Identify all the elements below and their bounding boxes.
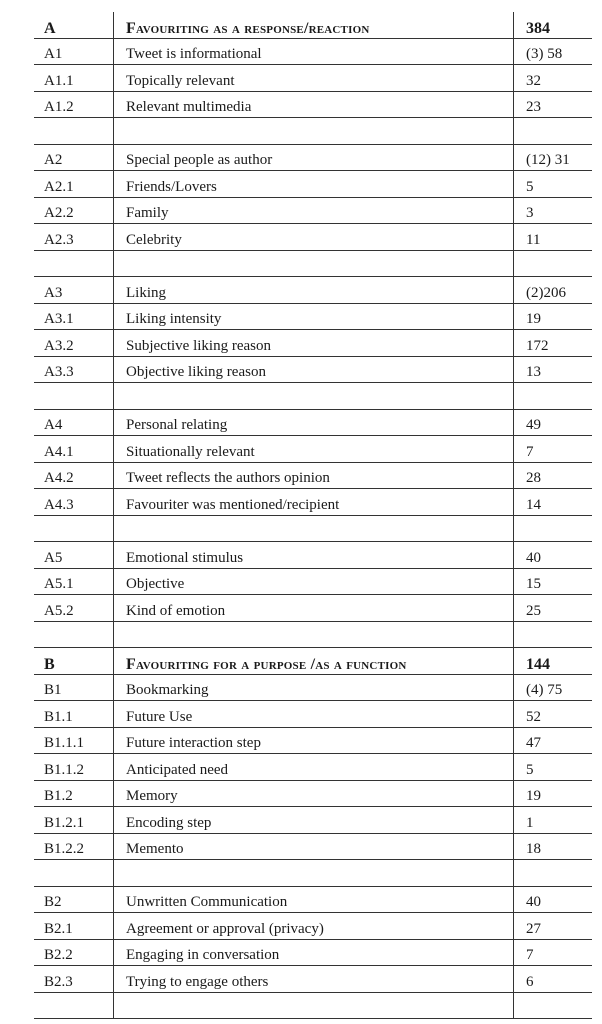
row-count: (3) 58 bbox=[514, 38, 593, 65]
row-label: Trying to engage others bbox=[114, 966, 514, 993]
row-count: (12) 31 bbox=[514, 144, 593, 171]
row-code: A5 bbox=[34, 542, 114, 569]
row-count: 32 bbox=[514, 65, 593, 92]
row-count bbox=[514, 383, 593, 410]
spacer-row bbox=[34, 250, 592, 277]
table-row bbox=[34, 409, 592, 436]
row-count: 7 bbox=[514, 939, 593, 966]
table-row bbox=[34, 886, 592, 913]
row-label: Emotional stimulus bbox=[114, 542, 514, 569]
row-code: A bbox=[34, 12, 114, 38]
row-label bbox=[114, 515, 514, 542]
row-code: A2.2 bbox=[34, 197, 114, 224]
row-code: B2.1 bbox=[34, 913, 114, 940]
spacer-row bbox=[34, 383, 592, 410]
table-row bbox=[34, 277, 592, 304]
table-row bbox=[34, 197, 592, 224]
row-count: 25 bbox=[514, 595, 593, 622]
row-code: B1.2 bbox=[34, 780, 114, 807]
table-row bbox=[34, 224, 592, 251]
row-code: B1.2.2 bbox=[34, 833, 114, 860]
row-count: 384 bbox=[514, 12, 593, 38]
table-row bbox=[34, 595, 592, 622]
row-code: B1 bbox=[34, 674, 114, 701]
row-code bbox=[34, 860, 114, 887]
row-label: Future Use bbox=[114, 701, 514, 728]
row-count: 7 bbox=[514, 436, 593, 463]
row-code: A1 bbox=[34, 38, 114, 65]
row-code: B1.2.1 bbox=[34, 807, 114, 834]
table-row bbox=[34, 939, 592, 966]
row-count: 14 bbox=[514, 489, 593, 516]
row-label: Objective liking reason bbox=[114, 356, 514, 383]
row-code: A2.3 bbox=[34, 224, 114, 251]
row-label: Bookmarking bbox=[114, 674, 514, 701]
row-count: 15 bbox=[514, 568, 593, 595]
row-code bbox=[34, 992, 114, 1019]
table-row bbox=[34, 144, 592, 171]
row-code: A4.2 bbox=[34, 462, 114, 489]
table-body bbox=[34, 12, 592, 1019]
spacer-row bbox=[34, 118, 592, 145]
row-count bbox=[514, 992, 593, 1019]
row-code: A1.2 bbox=[34, 91, 114, 118]
section-header-row bbox=[34, 12, 592, 38]
table-row bbox=[34, 462, 592, 489]
spacer-row bbox=[34, 992, 592, 1019]
row-label: Liking intensity bbox=[114, 303, 514, 330]
section-header-row bbox=[34, 648, 592, 675]
row-label: Engaging in conversation bbox=[114, 939, 514, 966]
row-label: Liking bbox=[114, 277, 514, 304]
row-label: Subjective liking reason bbox=[114, 330, 514, 357]
table-row bbox=[34, 966, 592, 993]
row-code: B2.3 bbox=[34, 966, 114, 993]
row-label bbox=[114, 118, 514, 145]
row-label: Agreement or approval (privacy) bbox=[114, 913, 514, 940]
row-count bbox=[514, 250, 593, 277]
row-count: 19 bbox=[514, 303, 593, 330]
row-label: Family bbox=[114, 197, 514, 224]
row-label: Celebrity bbox=[114, 224, 514, 251]
row-count: 11 bbox=[514, 224, 593, 251]
row-count bbox=[514, 621, 593, 648]
table-row bbox=[34, 542, 592, 569]
table-row bbox=[34, 674, 592, 701]
row-label: Unwritten Communication bbox=[114, 886, 514, 913]
row-label bbox=[114, 250, 514, 277]
row-label: Friends/Lovers bbox=[114, 171, 514, 198]
row-count: 3 bbox=[514, 197, 593, 224]
row-count: 5 bbox=[514, 171, 593, 198]
row-code bbox=[34, 621, 114, 648]
row-code: A5.1 bbox=[34, 568, 114, 595]
row-code: A3.3 bbox=[34, 356, 114, 383]
row-count: 52 bbox=[514, 701, 593, 728]
table-row bbox=[34, 568, 592, 595]
row-count: (4) 75 bbox=[514, 674, 593, 701]
row-count: 1 bbox=[514, 807, 593, 834]
table-row bbox=[34, 38, 592, 65]
table-row bbox=[34, 807, 592, 834]
spacer-row bbox=[34, 515, 592, 542]
table-row bbox=[34, 65, 592, 92]
row-label bbox=[114, 992, 514, 1019]
row-count: 40 bbox=[514, 886, 593, 913]
row-count: 49 bbox=[514, 409, 593, 436]
row-label: Anticipated need bbox=[114, 754, 514, 781]
spacer-row bbox=[34, 860, 592, 887]
table-row bbox=[34, 833, 592, 860]
row-code: A3.2 bbox=[34, 330, 114, 357]
row-count: (2)206 bbox=[514, 277, 593, 304]
row-code: B bbox=[34, 648, 114, 675]
row-count: 28 bbox=[514, 462, 593, 489]
row-code: A2 bbox=[34, 144, 114, 171]
row-code bbox=[34, 383, 114, 410]
row-label: Memory bbox=[114, 780, 514, 807]
row-label: Favouriting as a response/reaction bbox=[114, 12, 514, 38]
row-code: A4.3 bbox=[34, 489, 114, 516]
row-label: Kind of emotion bbox=[114, 595, 514, 622]
row-label: Objective bbox=[114, 568, 514, 595]
table-row bbox=[34, 330, 592, 357]
row-count: 5 bbox=[514, 754, 593, 781]
table-row bbox=[34, 436, 592, 463]
row-count bbox=[514, 515, 593, 542]
row-code: A1.1 bbox=[34, 65, 114, 92]
row-label: Personal relating bbox=[114, 409, 514, 436]
row-label: Future interaction step bbox=[114, 727, 514, 754]
row-code: A2.1 bbox=[34, 171, 114, 198]
row-count: 144 bbox=[514, 648, 593, 675]
row-count: 18 bbox=[514, 833, 593, 860]
table-row bbox=[34, 303, 592, 330]
row-code bbox=[34, 515, 114, 542]
table-row bbox=[34, 727, 592, 754]
row-count bbox=[514, 118, 593, 145]
row-code: A3 bbox=[34, 277, 114, 304]
table-row bbox=[34, 91, 592, 118]
row-label: Favouriter was mentioned/recipient bbox=[114, 489, 514, 516]
row-label bbox=[114, 621, 514, 648]
row-count: 6 bbox=[514, 966, 593, 993]
table-row bbox=[34, 701, 592, 728]
table-row bbox=[34, 780, 592, 807]
row-code: A4.1 bbox=[34, 436, 114, 463]
table-row bbox=[34, 356, 592, 383]
row-label: Tweet is informational bbox=[114, 38, 514, 65]
row-code: B1.1 bbox=[34, 701, 114, 728]
row-code bbox=[34, 118, 114, 145]
row-count: 172 bbox=[514, 330, 593, 357]
table-row bbox=[34, 489, 592, 516]
row-label bbox=[114, 383, 514, 410]
table-row bbox=[34, 754, 592, 781]
row-label: Favouriting for a purpose /as a function bbox=[114, 648, 514, 675]
row-count: 19 bbox=[514, 780, 593, 807]
spacer-row bbox=[34, 621, 592, 648]
row-label: Situationally relevant bbox=[114, 436, 514, 463]
table-row bbox=[34, 913, 592, 940]
row-count: 47 bbox=[514, 727, 593, 754]
table-row bbox=[34, 171, 592, 198]
row-label: Relevant multimedia bbox=[114, 91, 514, 118]
row-code bbox=[34, 250, 114, 277]
row-label: Special people as author bbox=[114, 144, 514, 171]
row-label: Encoding step bbox=[114, 807, 514, 834]
row-code: A3.1 bbox=[34, 303, 114, 330]
row-count: 27 bbox=[514, 913, 593, 940]
row-code: B1.1.2 bbox=[34, 754, 114, 781]
row-count: 40 bbox=[514, 542, 593, 569]
row-code: A5.2 bbox=[34, 595, 114, 622]
row-code: A4 bbox=[34, 409, 114, 436]
row-label bbox=[114, 860, 514, 887]
row-code: B2.2 bbox=[34, 939, 114, 966]
row-count: 13 bbox=[514, 356, 593, 383]
row-count bbox=[514, 860, 593, 887]
row-count: 23 bbox=[514, 91, 593, 118]
row-label: Topically relevant bbox=[114, 65, 514, 92]
row-label: Memento bbox=[114, 833, 514, 860]
row-code: B1.1.1 bbox=[34, 727, 114, 754]
favouriting-coding-table bbox=[34, 12, 592, 1019]
row-label: Tweet reflects the authors opinion bbox=[114, 462, 514, 489]
row-code: B2 bbox=[34, 886, 114, 913]
